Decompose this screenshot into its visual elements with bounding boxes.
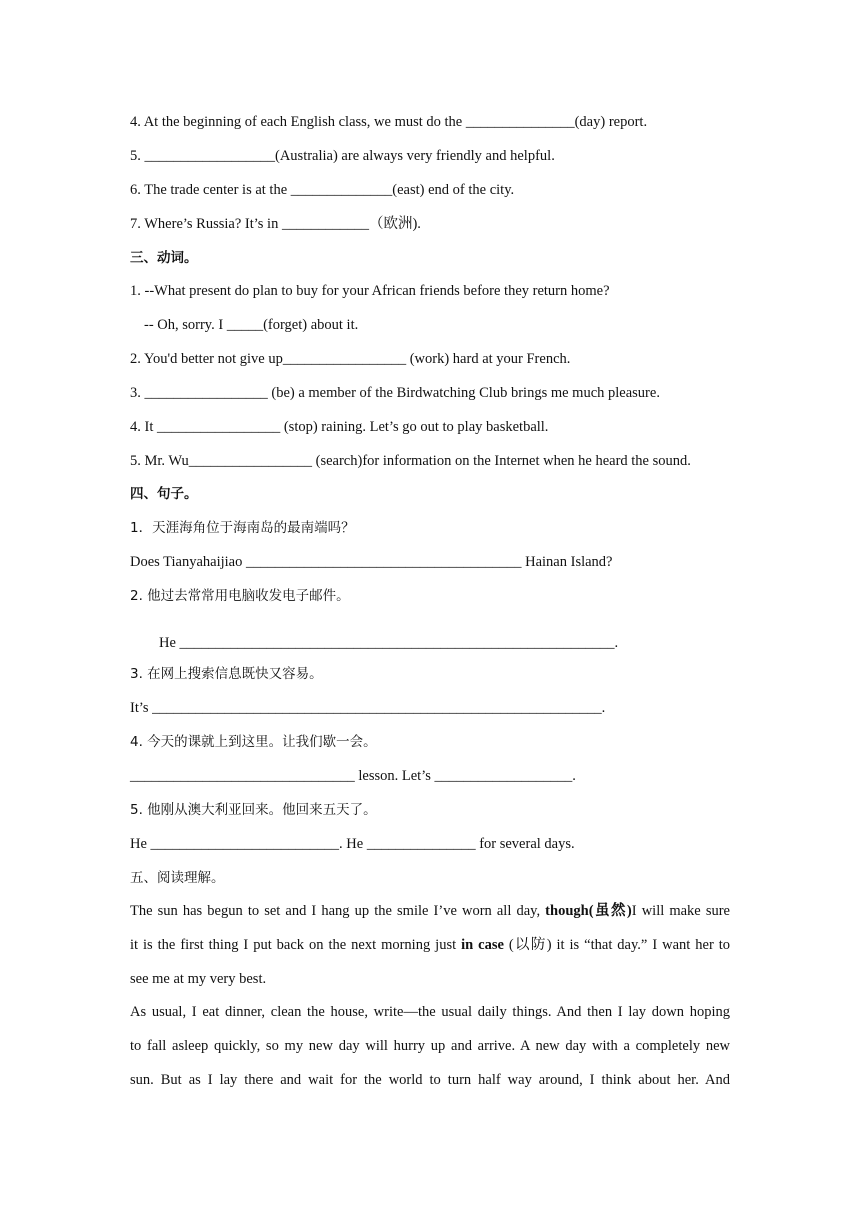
reading-text: The sun has begun to set and I hang up the smile I’ve worn all day, [130, 903, 541, 919]
sentence-5-english: He __________________________. He _______________ for several days. [130, 836, 575, 852]
question-3-4: 4. It _________________ (stop) raining. Let’s go out to play basketball. [130, 419, 549, 435]
sentence-1-english: Does Tianyahaijiao ______________________________________ Hainan Island? [130, 554, 613, 570]
question-3-2: 2. You'd better not give up_________________ (work) hard at your French. [130, 351, 571, 367]
question-2-6: 6. The trade center is at the ______________(east) end of the city. [130, 182, 515, 198]
sentence-4-chinese: 4. 今天的课就上到这里。让我们歇一会。 [130, 734, 377, 750]
question-3-1-line-2: -- Oh, sorry. I _____(forget) about it. [144, 317, 359, 333]
sentence-2-english: He ____________________________________________________________. [159, 635, 619, 651]
reading-text: (以防) it is “that day.” I want her to [508, 937, 731, 953]
question-3-1-line-1: 1. --What present do plan to buy for your African friends before they return home? [130, 283, 610, 299]
reading-paragraph-1-line-3: see me at my very best. [130, 971, 267, 987]
reading-keyword-though: though(虽然) [545, 903, 632, 919]
reading-keyword-in-case: in case [461, 937, 504, 953]
sentence-3-chinese: 3. 在网上搜索信息既快又容易。 [130, 666, 323, 682]
reading-text: it is the first thing I put back on the next morning just [130, 937, 457, 953]
question-3-3: 3. _________________ (be) a member of the Birdwatching Club brings me much pleasure. [130, 385, 660, 401]
reading-paragraph-2-line-1: As usual, I eat dinner, clean the house, write—the usual daily things. And then I lay down hoping [130, 1004, 730, 1020]
section-4-heading: 四、句子。 [130, 486, 198, 502]
reading-paragraph-2-line-2: to fall asleep quickly, so my new day will hurry up and arrive. A new day with a completely new [130, 1038, 730, 1054]
question-2-7: 7. Where’s Russia? It’s in ____________（欧洲). [130, 216, 421, 232]
sentence-4-english: _______________________________ lesson. Let’s ___________________. [130, 768, 576, 784]
sentence-5-chinese: 5. 他刚从澳大利亚回来。他回来五天了。 [130, 802, 377, 818]
sentence-1-chinese: 1．天涯海角位于海南岛的最南端吗？ [130, 520, 355, 536]
reading-paragraph-1-line-1 [130, 901, 730, 921]
reading-paragraph-2-line-3: sun. But as I lay there and wait for the world to turn half way around, I think about her. And [130, 1072, 730, 1088]
section-3-heading: 三、动词。 [130, 250, 198, 266]
question-2-5: 5. __________________(Australia) are always very friendly and helpful. [130, 148, 555, 164]
question-2-4: 4. At the beginning of each English class, we must do the _______________(day) report. [130, 114, 648, 130]
section-5-heading: 五、阅读理解。 [130, 870, 225, 886]
question-3-5: 5. Mr. Wu_________________ (search)for information on the Internet when he heard the sound. [130, 453, 691, 469]
sentence-3-english: It’s ______________________________________________________________. [130, 700, 606, 716]
reading-text: I will make sure [631, 903, 730, 919]
reading-paragraph-1-line-2 [130, 935, 730, 955]
sentence-2-chinese: 2. 他过去常常用电脑收发电子邮件。 [130, 588, 350, 604]
